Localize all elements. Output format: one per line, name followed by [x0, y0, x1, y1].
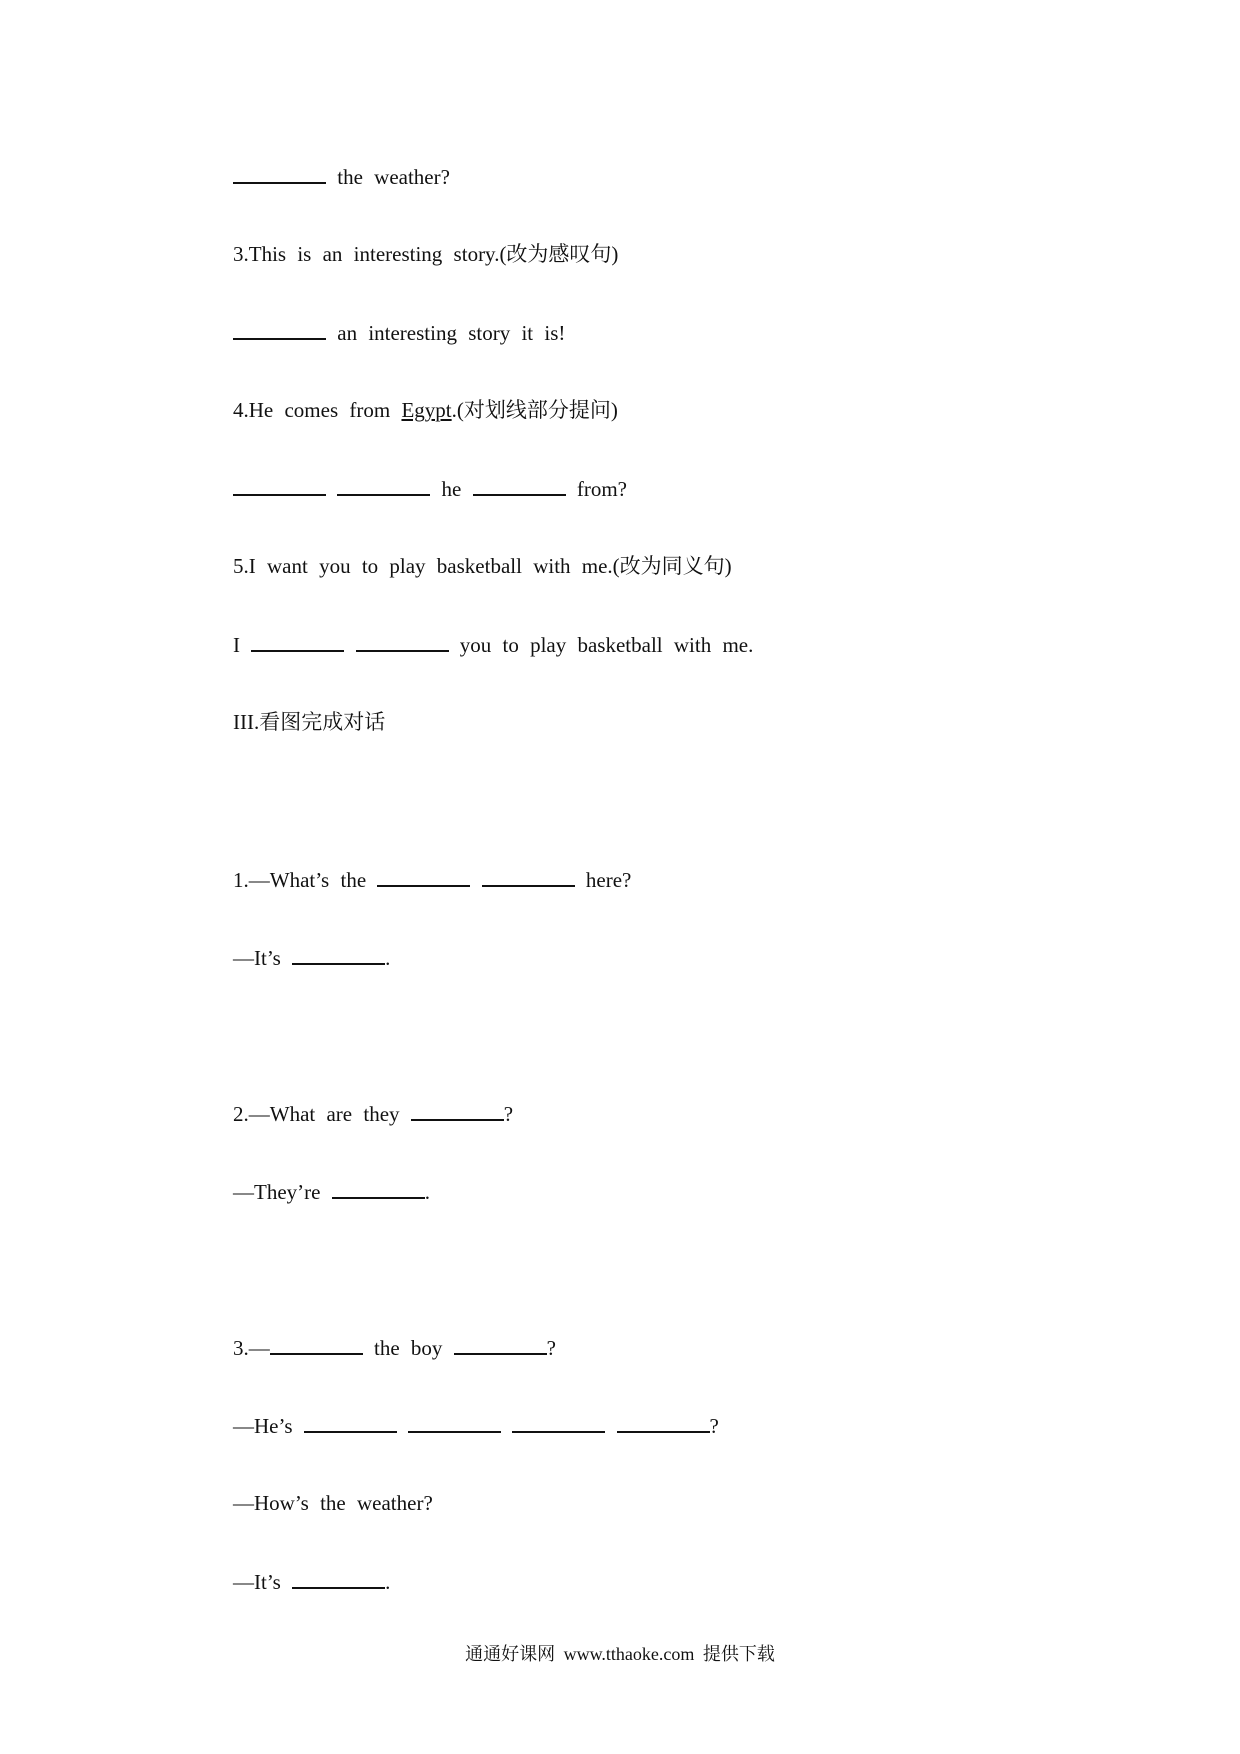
- question-text: 5.I want you to play basketball with me.(改为同义句): [233, 554, 732, 578]
- dialogue-2-answer: [233, 1177, 430, 1206]
- dialogue-3-question: [233, 1333, 556, 1362]
- answer-line-3: [233, 318, 565, 347]
- answer-blank[interactable]: [482, 865, 575, 887]
- answer-blank[interactable]: [304, 1411, 397, 1433]
- question-5: [233, 552, 732, 580]
- page-footer: [0, 1640, 1240, 1666]
- line-text: the boy: [374, 1336, 443, 1360]
- line-text: 1.—What’s the: [233, 868, 367, 892]
- line-text: here?: [585, 868, 632, 892]
- dialogue-3-weather-answer: [233, 1567, 390, 1596]
- line-text: .: [385, 946, 391, 970]
- answer-blank[interactable]: [454, 1333, 547, 1355]
- line-text: an interesting story it is!: [337, 321, 566, 345]
- line-text: from?: [576, 477, 627, 501]
- section-title: III.看图完成对话: [233, 710, 386, 734]
- answer-blank[interactable]: [473, 474, 566, 496]
- answer-blank[interactable]: [377, 865, 470, 887]
- answer-blank[interactable]: [292, 943, 385, 965]
- answer-blank[interactable]: [270, 1333, 363, 1355]
- answer-blank[interactable]: [408, 1411, 501, 1433]
- line-text: —He’s: [233, 1414, 293, 1438]
- line-text: —It’s: [233, 946, 281, 970]
- answer-line-5: [233, 630, 753, 659]
- line-text: —How’s the weather?: [233, 1491, 433, 1515]
- answer-blank[interactable]: [233, 318, 326, 340]
- dialogue-1-answer: [233, 943, 390, 972]
- question-text: 3.This is an interesting story.(改为感叹句): [233, 242, 619, 266]
- answer-blank[interactable]: [411, 1099, 504, 1121]
- line-text: —They’re: [233, 1180, 321, 1204]
- line-text: 2.—What are they: [233, 1102, 400, 1126]
- answer-line-4: [233, 474, 627, 503]
- line-text: .: [424, 1180, 430, 1204]
- answer-line-weather: [233, 162, 450, 191]
- line-text: 3.—: [233, 1336, 270, 1360]
- answer-blank[interactable]: [356, 630, 449, 652]
- answer-blank[interactable]: [233, 162, 326, 184]
- line-text: —It’s: [233, 1570, 281, 1594]
- answer-blank[interactable]: [617, 1411, 710, 1433]
- line-text: the weather?: [337, 165, 450, 189]
- answer-blank[interactable]: [512, 1411, 605, 1433]
- answer-blank[interactable]: [233, 474, 326, 496]
- question-text: 4.He comes from: [233, 398, 402, 422]
- underlined-word: Egypt: [401, 398, 452, 422]
- section-heading: [233, 708, 385, 736]
- line-text: ?: [709, 1414, 719, 1438]
- question-4: [233, 396, 618, 424]
- question-3: [233, 240, 618, 268]
- answer-blank[interactable]: [337, 474, 430, 496]
- question-instruction: .(对划线部分提问): [451, 398, 618, 422]
- line-text: he: [441, 477, 462, 501]
- footer-text: 通通好课网 www.tthaoke.com 提供下载: [465, 1644, 775, 1664]
- line-text: .: [385, 1570, 391, 1594]
- line-text: ?: [503, 1102, 514, 1126]
- answer-blank[interactable]: [332, 1177, 425, 1199]
- dialogue-1-question: [233, 865, 631, 894]
- dialogue-2-question: [233, 1099, 513, 1128]
- dialogue-3-answer: [233, 1411, 719, 1440]
- line-text: you to play basketball with me.: [459, 633, 754, 657]
- dialogue-3-weather-question: [233, 1489, 433, 1517]
- line-text: ?: [546, 1336, 556, 1360]
- line-text: I: [233, 633, 240, 657]
- answer-blank[interactable]: [251, 630, 344, 652]
- answer-blank[interactable]: [292, 1567, 385, 1589]
